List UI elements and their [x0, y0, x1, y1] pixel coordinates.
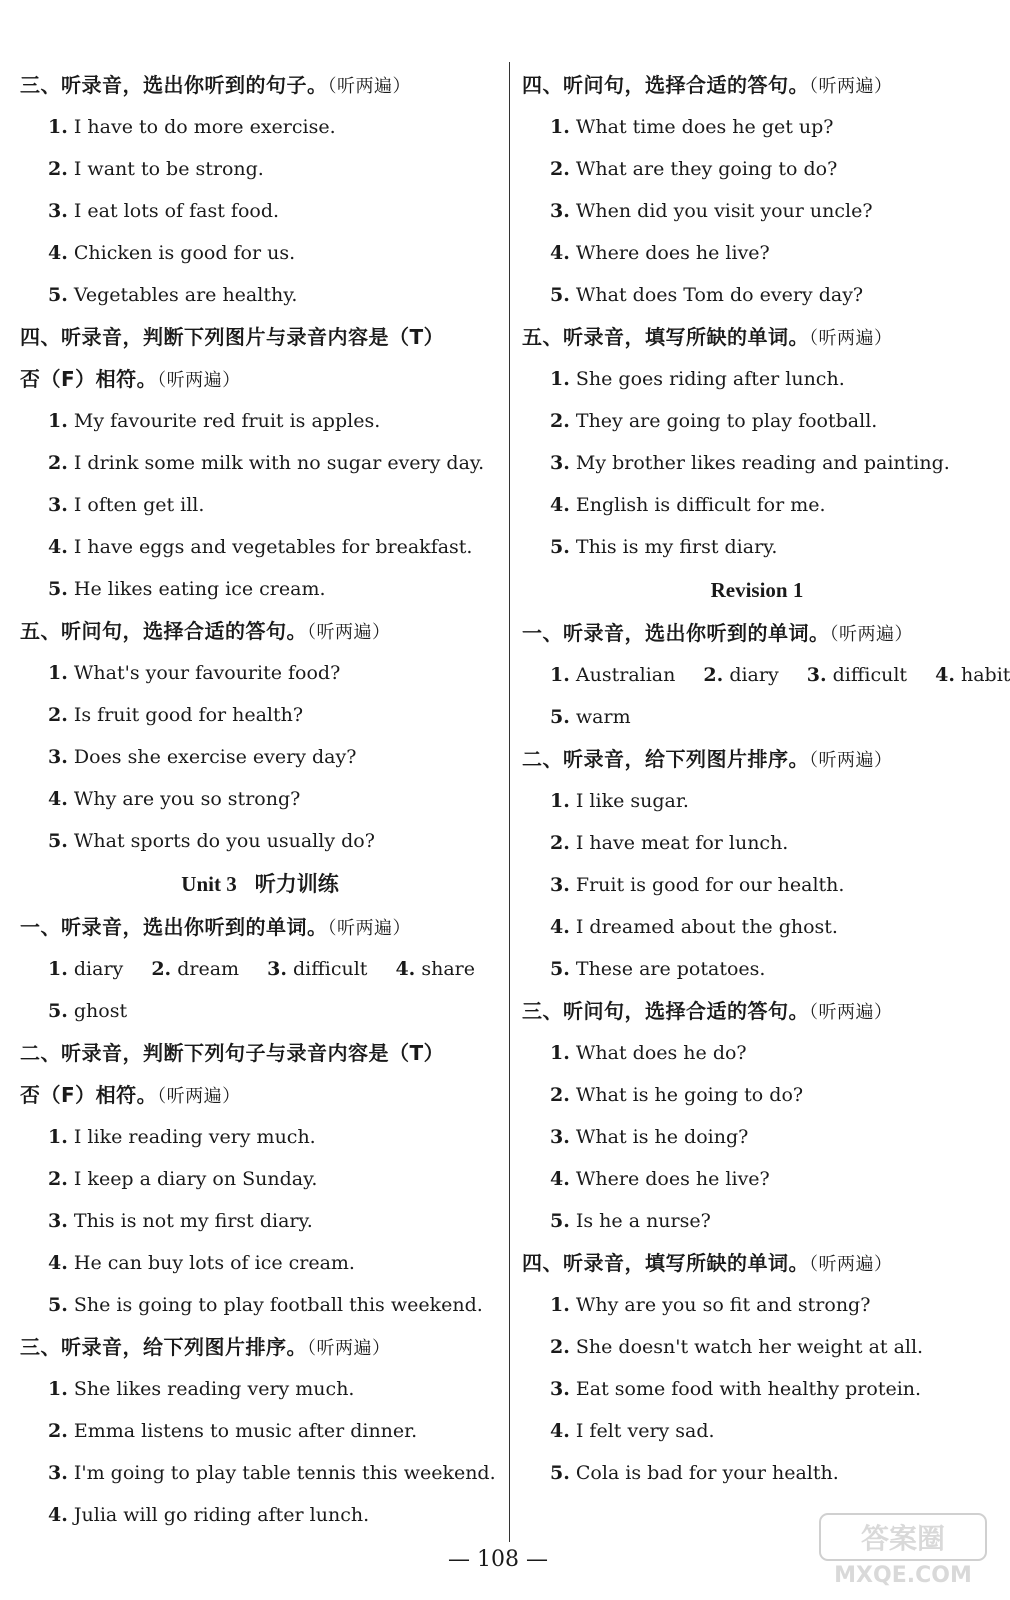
- list-item: 3. Fruit is good for our health.: [550, 874, 845, 896]
- list-item: 4. Chicken is good for us.: [48, 242, 296, 264]
- word-option: 4. habit: [935, 664, 1010, 686]
- section-heading: 三、听录音，给下列图片排序。（听两遍）: [20, 1335, 391, 1359]
- column-divider: [509, 62, 510, 1542]
- section-heading-cont: 否（F）相符。（听两遍）: [20, 367, 241, 391]
- list-item: 4. I felt very sad.: [550, 1420, 715, 1442]
- list-item: 3. My brother likes reading and painting.: [550, 452, 950, 474]
- list-item: 5. Is he a nurse?: [550, 1210, 711, 1232]
- section-heading: 四、听录音，填写所缺的单词。（听两遍）: [522, 1251, 893, 1275]
- list-item: 1. What's your favourite food?: [48, 662, 341, 684]
- watermark-logo: [818, 1512, 988, 1588]
- list-item: 1. I like reading very much.: [48, 1126, 316, 1148]
- list-item: 4. Where does he live?: [550, 242, 770, 264]
- list-item: 3. I eat lots of fast food.: [48, 200, 280, 222]
- list-item: 1. Why are you so fit and strong?: [550, 1294, 871, 1316]
- section-heading: 三、听录音，选出你听到的句子。（听两遍）: [20, 73, 411, 97]
- list-item: 3. What is he doing?: [550, 1126, 749, 1148]
- list-item: 2. I drink some milk with no sugar every day.: [48, 452, 485, 474]
- list-item: 5. She is going to play football this weekend.: [48, 1294, 483, 1316]
- right-column: [522, 64, 1010, 1494]
- list-item: 2. What are they going to do?: [550, 158, 838, 180]
- list-item: 2. What is he going to do?: [550, 1084, 804, 1106]
- word-option: 2. dream: [151, 958, 240, 980]
- list-item: 3. When did you visit your uncle?: [550, 200, 873, 222]
- word-option: 1. Australian: [550, 664, 676, 686]
- section-heading: 五、听录音，填写所缺的单词。（听两遍）: [522, 325, 893, 349]
- svg-text:MXQE.COM: MXQE.COM: [834, 1563, 972, 1588]
- list-item: 5. These are potatoes.: [550, 958, 766, 980]
- word-option: 1. diary: [48, 958, 124, 980]
- list-item: 1. My favourite red fruit is apples.: [48, 410, 381, 432]
- list-item: 3. I often get ill.: [48, 494, 205, 516]
- list-item: 2. Is fruit good for health?: [48, 704, 304, 726]
- word-option: 3. difficult: [267, 958, 368, 980]
- unit-title: Unit 3 听力训练: [181, 872, 339, 896]
- list-item: 4. I dreamed about the ghost.: [550, 916, 838, 938]
- list-item: 5. Cola is bad for your health.: [550, 1462, 839, 1484]
- list-item: 3. Eat some food with healthy protein.: [550, 1378, 922, 1400]
- svg-text:答案圈: 答案圈: [860, 1522, 946, 1555]
- list-item: 2. I keep a diary on Sunday.: [48, 1168, 318, 1190]
- word-option: 2. diary: [703, 664, 779, 686]
- list-item: 5. What sports do you usually do?: [48, 830, 375, 852]
- word-option: 5. warm: [550, 706, 631, 728]
- list-item: 1. I like sugar.: [550, 790, 689, 812]
- list-item: 2. She doesn't watch her weight at all.: [550, 1336, 924, 1358]
- list-item: 1. She goes riding after lunch.: [550, 368, 845, 390]
- list-item: 1. What time does he get up?: [550, 116, 834, 138]
- list-item: 4. English is difficult for me.: [550, 494, 826, 516]
- section-heading: 二、听录音，给下列图片排序。（听两遍）: [522, 747, 893, 771]
- section-heading: 四、听录音，判断下列图片与录音内容是（T）: [20, 325, 445, 349]
- list-item: 3. This is not my first diary.: [48, 1210, 313, 1232]
- revision-title: Revision 1: [710, 578, 804, 602]
- word-options: [522, 654, 1010, 696]
- list-item: 4. Where does he live?: [550, 1168, 770, 1190]
- list-item: 2. Emma listens to music after dinner.: [48, 1420, 418, 1442]
- section-heading: 一、听录音，选出你听到的单词。（听两遍）: [20, 915, 411, 939]
- section-heading: 二、听录音，判断下列句子与录音内容是（T）: [20, 1041, 445, 1065]
- left-column: [20, 64, 500, 1536]
- list-item: 5. Vegetables are healthy.: [48, 284, 298, 306]
- list-item: 2. They are going to play football.: [550, 410, 878, 432]
- word-option: 3. difficult: [806, 664, 908, 686]
- list-item: 5. This is my first diary.: [550, 536, 778, 558]
- list-item: 1. What does he do?: [550, 1042, 747, 1064]
- section-heading: 四、听问句，选择合适的答句。（听两遍）: [522, 73, 893, 97]
- list-item: 5. What does Tom do every day?: [550, 284, 864, 306]
- section-heading: 一、听录音，选出你听到的单词。（听两遍）: [522, 621, 913, 645]
- list-item: 2. I have meat for lunch.: [550, 832, 789, 854]
- word-option: 5. ghost: [48, 1000, 128, 1022]
- section-heading: 五、听问句，选择合适的答句。（听两遍）: [20, 619, 391, 643]
- list-item: 4. He can buy lots of ice cream.: [48, 1252, 355, 1274]
- word-options: [20, 948, 500, 990]
- list-item: 2. I want to be strong.: [48, 158, 264, 180]
- list-item: 4. Why are you so strong?: [48, 788, 301, 810]
- list-item: 5. He likes eating ice cream.: [48, 578, 326, 600]
- word-option: 4. share: [395, 958, 475, 980]
- list-item: 3. I'm going to play table tennis this weekend.: [48, 1462, 496, 1484]
- page-number: — 108 —: [448, 1547, 548, 1572]
- section-heading-cont: 否（F）相符。（听两遍）: [20, 1083, 241, 1107]
- list-item: 3. Does she exercise every day?: [48, 746, 357, 768]
- list-item: 1. She likes reading very much.: [48, 1378, 355, 1400]
- list-item: 1. I have to do more exercise.: [48, 116, 336, 138]
- list-item: 4. Julia will go riding after lunch.: [48, 1504, 370, 1526]
- section-heading: 三、听问句，选择合适的答句。（听两遍）: [522, 999, 893, 1023]
- list-item: 4. I have eggs and vegetables for breakfast.: [48, 536, 473, 558]
